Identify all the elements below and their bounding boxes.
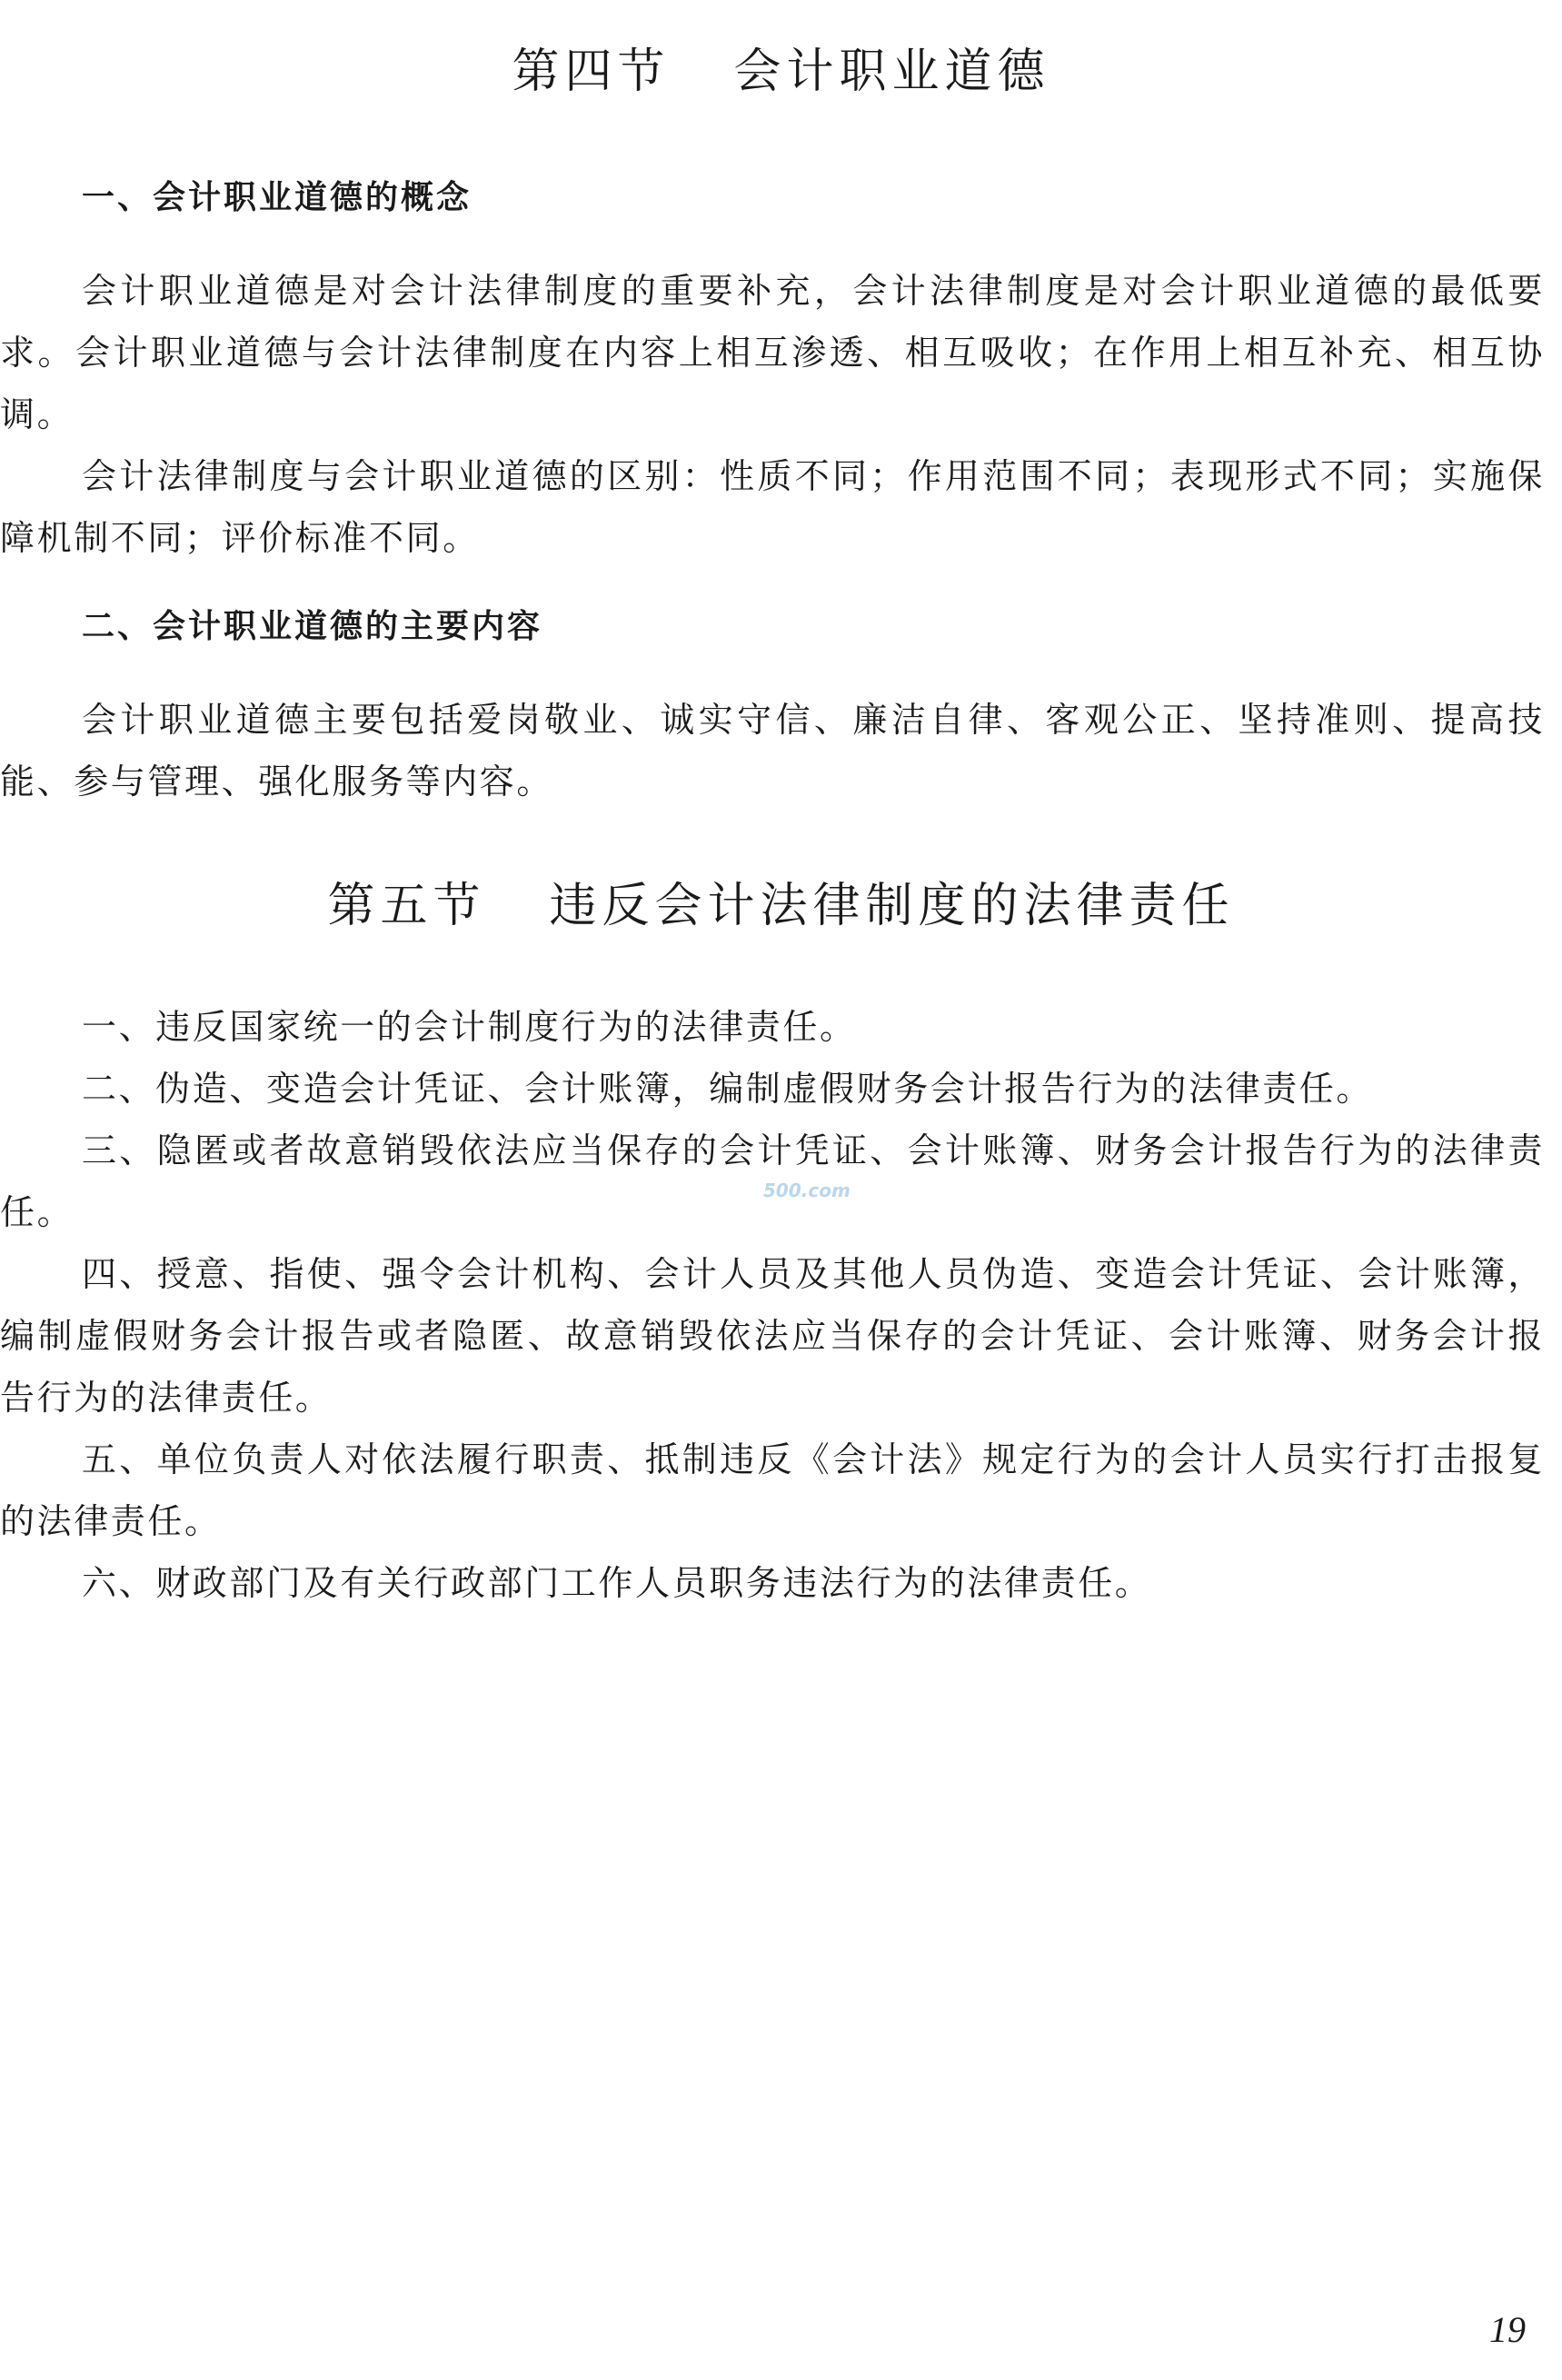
liability-item-2: 二、伪造、变造会计凭证、会计账簿，编制虚假财务会计报告行为的法律责任。 [82,1069,1374,1109]
section-4-number: 第四节 [512,45,671,99]
section-5-title-text: 违反会计法律制度的法律责任 [549,879,1235,933]
page-number: 19 [1489,2309,1526,2350]
liability-item-1: 一、违反国家统一的会计制度行为的法律责任。 [82,1007,857,1047]
liability-item-4: 四、授意、指使、强令会计机构、会计人员及其他人员伪造、变造会计凭证、会计账簿，编制虚假财务会计报告或者隐匿、故意销毁依法应当保存的会计凭证、会计账簿、财务会计报告行为的法律责任。 [0,1254,1545,1418]
section-5-title [0,878,1562,934]
subsection-heading-content: 二、会计职业道德的主要内容 [82,608,543,645]
paragraph-concept-2: 会计法律制度与会计职业道德的区别：性质不同；作用范围不同；表现形式不同；实施保障机制不同；评价标准不同。 [0,456,1545,558]
liability-item-5: 五、单位负责人对依法履行职责、抵制违反《会计法》规定行为的会计人员实行打击报复的法律责任。 [0,1439,1545,1541]
paragraph-content-1: 会计职业道德主要包括爱岗敬业、诚实守信、廉洁自律、客观公正、坚持准则、提高技能、参与管理、强化服务等内容。 [0,700,1545,802]
subsection-heading-concept: 一、会计职业道德的概念 [82,179,473,216]
section-4-title [0,44,1562,100]
liability-item-3: 三、隐匿或者故意销毁依法应当保存的会计凭证、会计账簿、财务会计报告行为的法律责任。 [0,1130,1545,1232]
section-5-number: 第五节 [327,879,486,933]
watermark-logo: 500.com [763,1180,851,1201]
section-4-title-text: 会计职业道德 [733,45,1050,99]
paragraph-concept-1: 会计职业道德是对会计法律制度的重要补充，会计法律制度是对会计职业道德的最低要求。会计职业道德与会计法律制度在内容上相互渗透、相互吸收；在作用上相互补充、相互协调。 [0,271,1545,434]
liability-item-6: 六、财政部门及有关行政部门工作人员职务违法行为的法律责任。 [82,1563,1152,1603]
